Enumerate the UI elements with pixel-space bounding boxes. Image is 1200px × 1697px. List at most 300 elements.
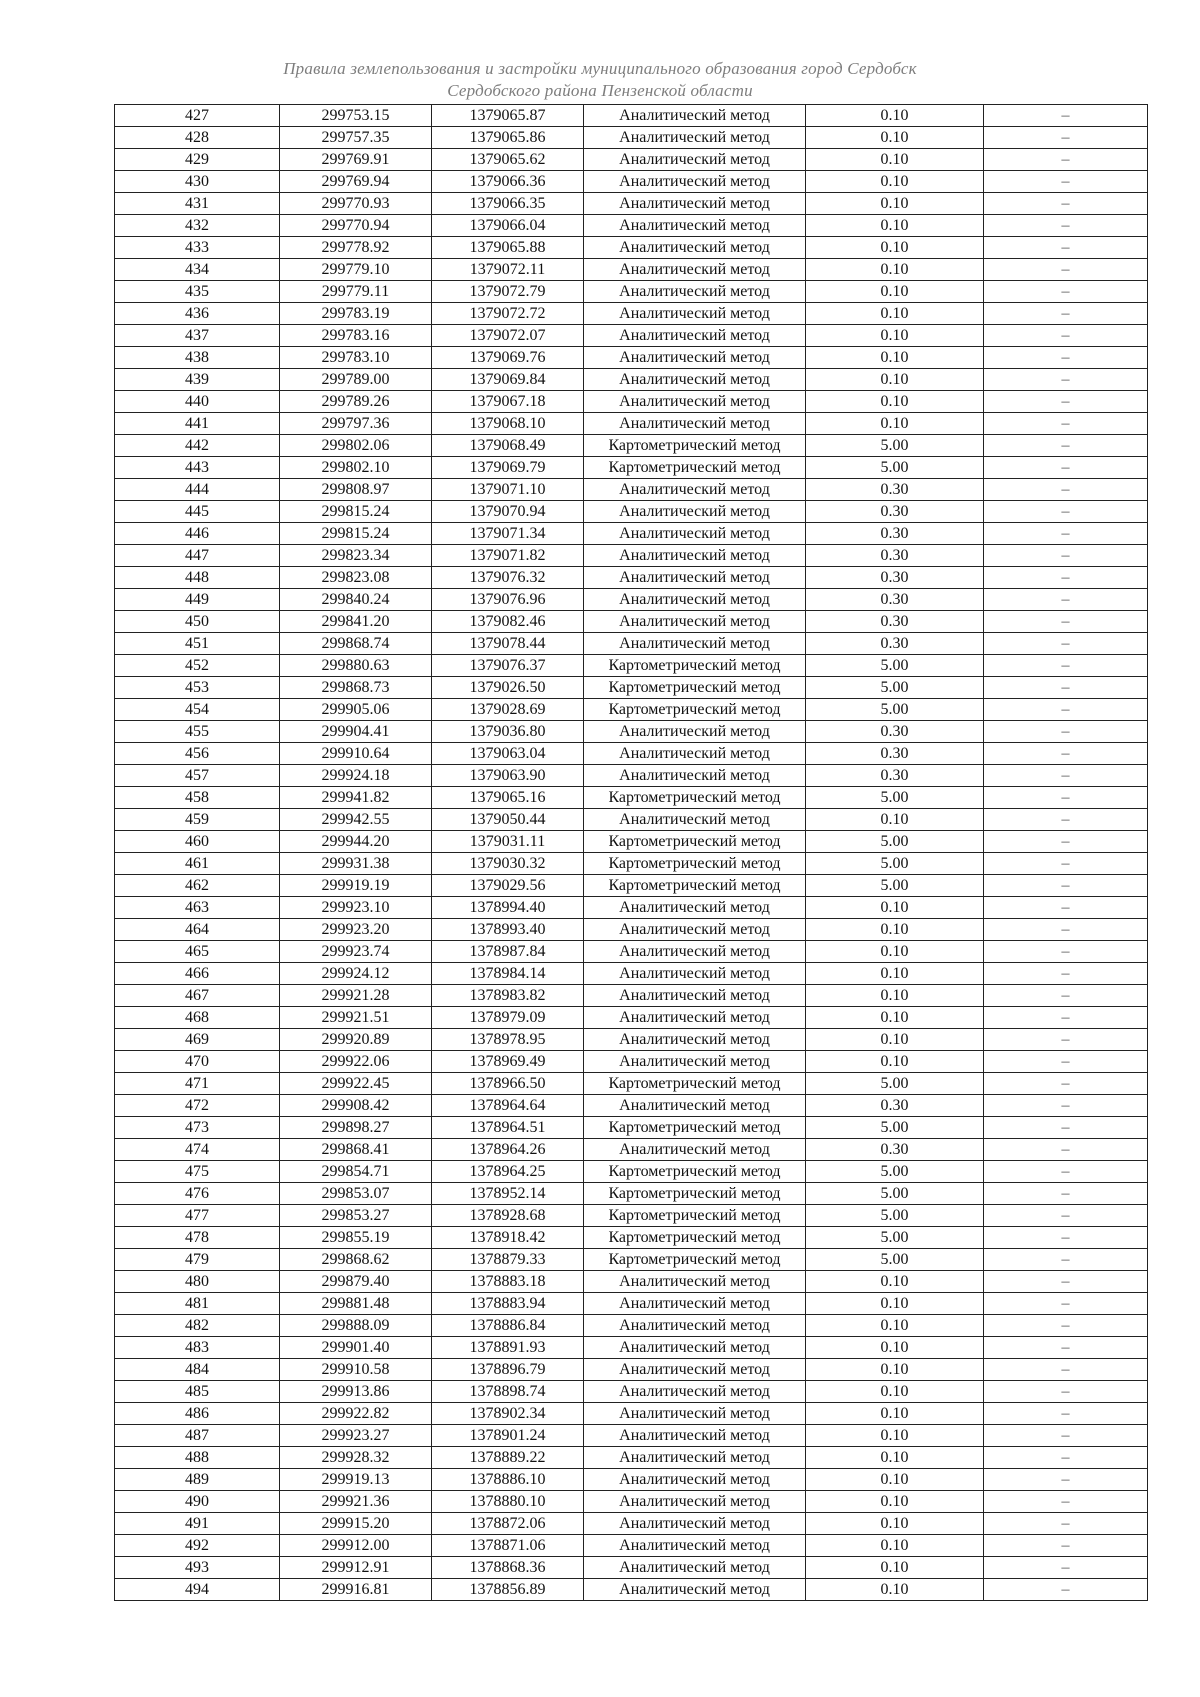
accuracy-cell: 5.00 xyxy=(806,435,984,457)
accuracy-cell: 0.10 xyxy=(806,1007,984,1029)
x-coordinate-cell: 299757.35 xyxy=(280,127,432,149)
y-coordinate-cell: 1379066.04 xyxy=(432,215,584,237)
note-cell: – xyxy=(984,831,1148,853)
accuracy-cell: 0.10 xyxy=(806,237,984,259)
point-number-cell: 436 xyxy=(115,303,280,325)
accuracy-cell: 0.10 xyxy=(806,1425,984,1447)
x-coordinate-cell: 299944.20 xyxy=(280,831,432,853)
y-coordinate-cell: 1379072.11 xyxy=(432,259,584,281)
x-coordinate-cell: 299923.74 xyxy=(280,941,432,963)
y-coordinate-cell: 1379072.07 xyxy=(432,325,584,347)
note-cell: – xyxy=(984,1337,1148,1359)
accuracy-cell: 0.10 xyxy=(806,1315,984,1337)
x-coordinate-cell: 299783.16 xyxy=(280,325,432,347)
x-coordinate-cell: 299915.20 xyxy=(280,1513,432,1535)
table-row xyxy=(115,1227,1148,1249)
accuracy-cell: 0.10 xyxy=(806,1271,984,1293)
point-number-cell: 463 xyxy=(115,897,280,919)
accuracy-cell: 0.10 xyxy=(806,963,984,985)
accuracy-cell: 0.30 xyxy=(806,567,984,589)
point-number-cell: 437 xyxy=(115,325,280,347)
point-number-cell: 491 xyxy=(115,1513,280,1535)
note-cell: – xyxy=(984,1117,1148,1139)
accuracy-cell: 0.10 xyxy=(806,149,984,171)
x-coordinate-cell: 299928.32 xyxy=(280,1447,432,1469)
y-coordinate-cell: 1379069.84 xyxy=(432,369,584,391)
point-number-cell: 468 xyxy=(115,1007,280,1029)
method-cell: Картометрический метод xyxy=(584,1073,806,1095)
accuracy-cell: 0.10 xyxy=(806,1535,984,1557)
table-row xyxy=(115,215,1148,237)
y-coordinate-cell: 1379068.49 xyxy=(432,435,584,457)
accuracy-cell: 5.00 xyxy=(806,787,984,809)
point-number-cell: 450 xyxy=(115,611,280,633)
y-coordinate-cell: 1379069.79 xyxy=(432,457,584,479)
method-cell: Аналитический метод xyxy=(584,237,806,259)
accuracy-cell: 0.30 xyxy=(806,1139,984,1161)
x-coordinate-cell: 299901.40 xyxy=(280,1337,432,1359)
point-number-cell: 442 xyxy=(115,435,280,457)
accuracy-cell: 5.00 xyxy=(806,457,984,479)
y-coordinate-cell: 1379076.37 xyxy=(432,655,584,677)
note-cell: – xyxy=(984,589,1148,611)
y-coordinate-cell: 1379071.10 xyxy=(432,479,584,501)
point-number-cell: 428 xyxy=(115,127,280,149)
point-number-cell: 459 xyxy=(115,809,280,831)
point-number-cell: 449 xyxy=(115,589,280,611)
note-cell: – xyxy=(984,215,1148,237)
y-coordinate-cell: 1378880.10 xyxy=(432,1491,584,1513)
accuracy-cell: 0.10 xyxy=(806,325,984,347)
x-coordinate-cell: 299815.24 xyxy=(280,523,432,545)
table-row xyxy=(115,787,1148,809)
note-cell: – xyxy=(984,765,1148,787)
point-number-cell: 457 xyxy=(115,765,280,787)
point-number-cell: 453 xyxy=(115,677,280,699)
method-cell: Аналитический метод xyxy=(584,1007,806,1029)
accuracy-cell: 0.10 xyxy=(806,985,984,1007)
x-coordinate-cell: 299923.20 xyxy=(280,919,432,941)
y-coordinate-cell: 1378993.40 xyxy=(432,919,584,941)
method-cell: Аналитический метод xyxy=(584,523,806,545)
x-coordinate-cell: 299783.19 xyxy=(280,303,432,325)
point-number-cell: 438 xyxy=(115,347,280,369)
note-cell: – xyxy=(984,435,1148,457)
x-coordinate-cell: 299910.58 xyxy=(280,1359,432,1381)
accuracy-cell: 0.10 xyxy=(806,281,984,303)
note-cell: – xyxy=(984,1359,1148,1381)
method-cell: Картометрический метод xyxy=(584,435,806,457)
y-coordinate-cell: 1379069.76 xyxy=(432,347,584,369)
y-coordinate-cell: 1378896.79 xyxy=(432,1359,584,1381)
point-number-cell: 481 xyxy=(115,1293,280,1315)
table-row xyxy=(115,105,1148,127)
method-cell: Аналитический метод xyxy=(584,743,806,765)
note-cell: – xyxy=(984,985,1148,1007)
note-cell: – xyxy=(984,1469,1148,1491)
y-coordinate-cell: 1379030.32 xyxy=(432,853,584,875)
method-cell: Аналитический метод xyxy=(584,105,806,127)
table-row xyxy=(115,1051,1148,1073)
method-cell: Картометрический метод xyxy=(584,875,806,897)
y-coordinate-cell: 1379063.04 xyxy=(432,743,584,765)
x-coordinate-cell: 299868.62 xyxy=(280,1249,432,1271)
note-cell: – xyxy=(984,1315,1148,1337)
x-coordinate-cell: 299808.97 xyxy=(280,479,432,501)
note-cell: – xyxy=(984,1579,1148,1601)
accuracy-cell: 0.10 xyxy=(806,809,984,831)
y-coordinate-cell: 1379065.87 xyxy=(432,105,584,127)
y-coordinate-cell: 1378928.68 xyxy=(432,1205,584,1227)
method-cell: Аналитический метод xyxy=(584,1139,806,1161)
method-cell: Аналитический метод xyxy=(584,1535,806,1557)
point-number-cell: 441 xyxy=(115,413,280,435)
table-row xyxy=(115,281,1148,303)
note-cell: – xyxy=(984,523,1148,545)
note-cell: – xyxy=(984,457,1148,479)
note-cell: – xyxy=(984,567,1148,589)
y-coordinate-cell: 1379076.96 xyxy=(432,589,584,611)
point-number-cell: 445 xyxy=(115,501,280,523)
note-cell: – xyxy=(984,743,1148,765)
accuracy-cell: 5.00 xyxy=(806,1249,984,1271)
method-cell: Аналитический метод xyxy=(584,1337,806,1359)
point-number-cell: 483 xyxy=(115,1337,280,1359)
method-cell: Картометрический метод xyxy=(584,853,806,875)
accuracy-cell: 0.30 xyxy=(806,479,984,501)
point-number-cell: 458 xyxy=(115,787,280,809)
table-row xyxy=(115,919,1148,941)
method-cell: Аналитический метод xyxy=(584,765,806,787)
x-coordinate-cell: 299823.08 xyxy=(280,567,432,589)
y-coordinate-cell: 1378868.36 xyxy=(432,1557,584,1579)
note-cell: – xyxy=(984,1249,1148,1271)
method-cell: Аналитический метод xyxy=(584,1359,806,1381)
note-cell: – xyxy=(984,809,1148,831)
point-number-cell: 465 xyxy=(115,941,280,963)
method-cell: Картометрический метод xyxy=(584,457,806,479)
method-cell: Картометрический метод xyxy=(584,831,806,853)
method-cell: Аналитический метод xyxy=(584,369,806,391)
point-number-cell: 430 xyxy=(115,171,280,193)
accuracy-cell: 0.10 xyxy=(806,1447,984,1469)
x-coordinate-cell: 299912.00 xyxy=(280,1535,432,1557)
y-coordinate-cell: 1378966.50 xyxy=(432,1073,584,1095)
point-number-cell: 435 xyxy=(115,281,280,303)
accuracy-cell: 0.30 xyxy=(806,545,984,567)
y-coordinate-cell: 1378883.94 xyxy=(432,1293,584,1315)
note-cell: – xyxy=(984,721,1148,743)
accuracy-cell: 0.10 xyxy=(806,369,984,391)
method-cell: Аналитический метод xyxy=(584,127,806,149)
note-cell: – xyxy=(984,171,1148,193)
accuracy-cell: 0.10 xyxy=(806,1381,984,1403)
note-cell: – xyxy=(984,1293,1148,1315)
table-row xyxy=(115,1579,1148,1601)
point-number-cell: 452 xyxy=(115,655,280,677)
table-row xyxy=(115,1513,1148,1535)
accuracy-cell: 0.30 xyxy=(806,611,984,633)
y-coordinate-cell: 1379029.56 xyxy=(432,875,584,897)
table-row xyxy=(115,1183,1148,1205)
note-cell: – xyxy=(984,281,1148,303)
point-number-cell: 482 xyxy=(115,1315,280,1337)
y-coordinate-cell: 1378964.26 xyxy=(432,1139,584,1161)
table-row xyxy=(115,699,1148,721)
accuracy-cell: 0.10 xyxy=(806,1469,984,1491)
note-cell: – xyxy=(984,259,1148,281)
point-number-cell: 448 xyxy=(115,567,280,589)
x-coordinate-cell: 299923.27 xyxy=(280,1425,432,1447)
y-coordinate-cell: 1379067.18 xyxy=(432,391,584,413)
accuracy-cell: 5.00 xyxy=(806,1073,984,1095)
accuracy-cell: 0.10 xyxy=(806,413,984,435)
point-number-cell: 485 xyxy=(115,1381,280,1403)
table-row xyxy=(115,1491,1148,1513)
y-coordinate-cell: 1378952.14 xyxy=(432,1183,584,1205)
accuracy-cell: 0.10 xyxy=(806,391,984,413)
point-number-cell: 479 xyxy=(115,1249,280,1271)
table-row xyxy=(115,633,1148,655)
method-cell: Картометрический метод xyxy=(584,677,806,699)
table-row xyxy=(115,325,1148,347)
method-cell: Картометрический метод xyxy=(584,1205,806,1227)
method-cell: Аналитический метод xyxy=(584,1403,806,1425)
y-coordinate-cell: 1378871.06 xyxy=(432,1535,584,1557)
note-cell: – xyxy=(984,1535,1148,1557)
method-cell: Аналитический метод xyxy=(584,193,806,215)
method-cell: Картометрический метод xyxy=(584,699,806,721)
table-row xyxy=(115,127,1148,149)
y-coordinate-cell: 1378856.89 xyxy=(432,1579,584,1601)
point-number-cell: 433 xyxy=(115,237,280,259)
note-cell: – xyxy=(984,633,1148,655)
point-number-cell: 489 xyxy=(115,1469,280,1491)
x-coordinate-cell: 299770.93 xyxy=(280,193,432,215)
x-coordinate-cell: 299931.38 xyxy=(280,853,432,875)
y-coordinate-cell: 1378872.06 xyxy=(432,1513,584,1535)
y-coordinate-cell: 1379070.94 xyxy=(432,501,584,523)
method-cell: Аналитический метод xyxy=(584,1557,806,1579)
note-cell: – xyxy=(984,413,1148,435)
table-row xyxy=(115,413,1148,435)
y-coordinate-cell: 1378879.33 xyxy=(432,1249,584,1271)
table-row xyxy=(115,809,1148,831)
table-row xyxy=(115,655,1148,677)
accuracy-cell: 0.10 xyxy=(806,1579,984,1601)
point-number-cell: 429 xyxy=(115,149,280,171)
point-number-cell: 455 xyxy=(115,721,280,743)
x-coordinate-cell: 299942.55 xyxy=(280,809,432,831)
note-cell: – xyxy=(984,677,1148,699)
accuracy-cell: 5.00 xyxy=(806,875,984,897)
table-row xyxy=(115,1557,1148,1579)
table-row xyxy=(115,457,1148,479)
point-number-cell: 472 xyxy=(115,1095,280,1117)
accuracy-cell: 0.10 xyxy=(806,171,984,193)
y-coordinate-cell: 1378889.22 xyxy=(432,1447,584,1469)
method-cell: Аналитический метод xyxy=(584,1425,806,1447)
x-coordinate-cell: 299912.91 xyxy=(280,1557,432,1579)
note-cell: – xyxy=(984,1425,1148,1447)
y-coordinate-cell: 1379065.86 xyxy=(432,127,584,149)
x-coordinate-cell: 299769.94 xyxy=(280,171,432,193)
method-cell: Аналитический метод xyxy=(584,1271,806,1293)
method-cell: Аналитический метод xyxy=(584,501,806,523)
note-cell: – xyxy=(984,1271,1148,1293)
table-row xyxy=(115,1403,1148,1425)
table-row xyxy=(115,391,1148,413)
table-row xyxy=(115,1029,1148,1051)
x-coordinate-cell: 299924.18 xyxy=(280,765,432,787)
y-coordinate-cell: 1378969.49 xyxy=(432,1051,584,1073)
point-number-cell: 454 xyxy=(115,699,280,721)
accuracy-cell: 5.00 xyxy=(806,1205,984,1227)
table-row xyxy=(115,303,1148,325)
accuracy-cell: 0.30 xyxy=(806,589,984,611)
x-coordinate-cell: 299919.13 xyxy=(280,1469,432,1491)
y-coordinate-cell: 1379065.16 xyxy=(432,787,584,809)
method-cell: Аналитический метод xyxy=(584,1381,806,1403)
point-number-cell: 477 xyxy=(115,1205,280,1227)
accuracy-cell: 5.00 xyxy=(806,1161,984,1183)
point-number-cell: 443 xyxy=(115,457,280,479)
accuracy-cell: 0.10 xyxy=(806,1491,984,1513)
note-cell: – xyxy=(984,105,1148,127)
table-row xyxy=(115,523,1148,545)
y-coordinate-cell: 1379065.62 xyxy=(432,149,584,171)
point-number-cell: 490 xyxy=(115,1491,280,1513)
method-cell: Картометрический метод xyxy=(584,1117,806,1139)
accuracy-cell: 5.00 xyxy=(806,677,984,699)
accuracy-cell: 0.30 xyxy=(806,501,984,523)
note-cell: – xyxy=(984,853,1148,875)
note-cell: – xyxy=(984,1447,1148,1469)
point-number-cell: 470 xyxy=(115,1051,280,1073)
y-coordinate-cell: 1379028.69 xyxy=(432,699,584,721)
y-coordinate-cell: 1378983.82 xyxy=(432,985,584,1007)
method-cell: Аналитический метод xyxy=(584,1293,806,1315)
x-coordinate-cell: 299910.64 xyxy=(280,743,432,765)
point-number-cell: 464 xyxy=(115,919,280,941)
table-row xyxy=(115,193,1148,215)
method-cell: Аналитический метод xyxy=(584,721,806,743)
x-coordinate-cell: 299823.34 xyxy=(280,545,432,567)
note-cell: – xyxy=(984,1403,1148,1425)
method-cell: Аналитический метод xyxy=(584,1095,806,1117)
x-coordinate-cell: 299922.45 xyxy=(280,1073,432,1095)
point-number-cell: 434 xyxy=(115,259,280,281)
y-coordinate-cell: 1378964.64 xyxy=(432,1095,584,1117)
y-coordinate-cell: 1379072.72 xyxy=(432,303,584,325)
table-row xyxy=(115,259,1148,281)
table-row xyxy=(115,1205,1148,1227)
accuracy-cell: 0.10 xyxy=(806,1337,984,1359)
x-coordinate-cell: 299789.00 xyxy=(280,369,432,391)
note-cell: – xyxy=(984,1095,1148,1117)
note-cell: – xyxy=(984,545,1148,567)
accuracy-cell: 0.10 xyxy=(806,193,984,215)
point-number-cell: 480 xyxy=(115,1271,280,1293)
x-coordinate-cell: 299924.12 xyxy=(280,963,432,985)
accuracy-cell: 5.00 xyxy=(806,699,984,721)
method-cell: Аналитический метод xyxy=(584,1051,806,1073)
point-number-cell: 432 xyxy=(115,215,280,237)
point-number-cell: 460 xyxy=(115,831,280,853)
table-row xyxy=(115,1249,1148,1271)
x-coordinate-cell: 299880.63 xyxy=(280,655,432,677)
coordinates-table-body xyxy=(115,105,1148,1601)
y-coordinate-cell: 1379050.44 xyxy=(432,809,584,831)
table-row xyxy=(115,1447,1148,1469)
method-cell: Аналитический метод xyxy=(584,963,806,985)
x-coordinate-cell: 299853.07 xyxy=(280,1183,432,1205)
method-cell: Аналитический метод xyxy=(584,567,806,589)
y-coordinate-cell: 1379071.82 xyxy=(432,545,584,567)
note-cell: – xyxy=(984,1491,1148,1513)
method-cell: Аналитический метод xyxy=(584,413,806,435)
method-cell: Аналитический метод xyxy=(584,897,806,919)
point-number-cell: 493 xyxy=(115,1557,280,1579)
accuracy-cell: 0.10 xyxy=(806,1029,984,1051)
y-coordinate-cell: 1379071.34 xyxy=(432,523,584,545)
note-cell: – xyxy=(984,1029,1148,1051)
y-coordinate-cell: 1378987.84 xyxy=(432,941,584,963)
point-number-cell: 467 xyxy=(115,985,280,1007)
method-cell: Аналитический метод xyxy=(584,215,806,237)
x-coordinate-cell: 299779.11 xyxy=(280,281,432,303)
table-row xyxy=(115,347,1148,369)
x-coordinate-cell: 299802.10 xyxy=(280,457,432,479)
point-number-cell: 444 xyxy=(115,479,280,501)
note-cell: – xyxy=(984,611,1148,633)
accuracy-cell: 0.30 xyxy=(806,765,984,787)
y-coordinate-cell: 1378902.34 xyxy=(432,1403,584,1425)
x-coordinate-cell: 299908.42 xyxy=(280,1095,432,1117)
note-cell: – xyxy=(984,1557,1148,1579)
y-coordinate-cell: 1379066.36 xyxy=(432,171,584,193)
method-cell: Картометрический метод xyxy=(584,1227,806,1249)
table-row xyxy=(115,897,1148,919)
x-coordinate-cell: 299789.26 xyxy=(280,391,432,413)
method-cell: Аналитический метод xyxy=(584,633,806,655)
note-cell: – xyxy=(984,787,1148,809)
x-coordinate-cell: 299840.24 xyxy=(280,589,432,611)
x-coordinate-cell: 299797.36 xyxy=(280,413,432,435)
y-coordinate-cell: 1379072.79 xyxy=(432,281,584,303)
note-cell: – xyxy=(984,149,1148,171)
accuracy-cell: 5.00 xyxy=(806,853,984,875)
accuracy-cell: 0.10 xyxy=(806,1359,984,1381)
note-cell: – xyxy=(984,391,1148,413)
note-cell: – xyxy=(984,347,1148,369)
point-number-cell: 462 xyxy=(115,875,280,897)
note-cell: – xyxy=(984,941,1148,963)
table-row xyxy=(115,545,1148,567)
table-row xyxy=(115,171,1148,193)
x-coordinate-cell: 299913.86 xyxy=(280,1381,432,1403)
y-coordinate-cell: 1379082.46 xyxy=(432,611,584,633)
point-number-cell: 431 xyxy=(115,193,280,215)
y-coordinate-cell: 1379066.35 xyxy=(432,193,584,215)
table-row xyxy=(115,1073,1148,1095)
table-row xyxy=(115,1139,1148,1161)
method-cell: Картометрический метод xyxy=(584,1161,806,1183)
method-cell: Картометрический метод xyxy=(584,655,806,677)
note-cell: – xyxy=(984,699,1148,721)
point-number-cell: 478 xyxy=(115,1227,280,1249)
note-cell: – xyxy=(984,1227,1148,1249)
